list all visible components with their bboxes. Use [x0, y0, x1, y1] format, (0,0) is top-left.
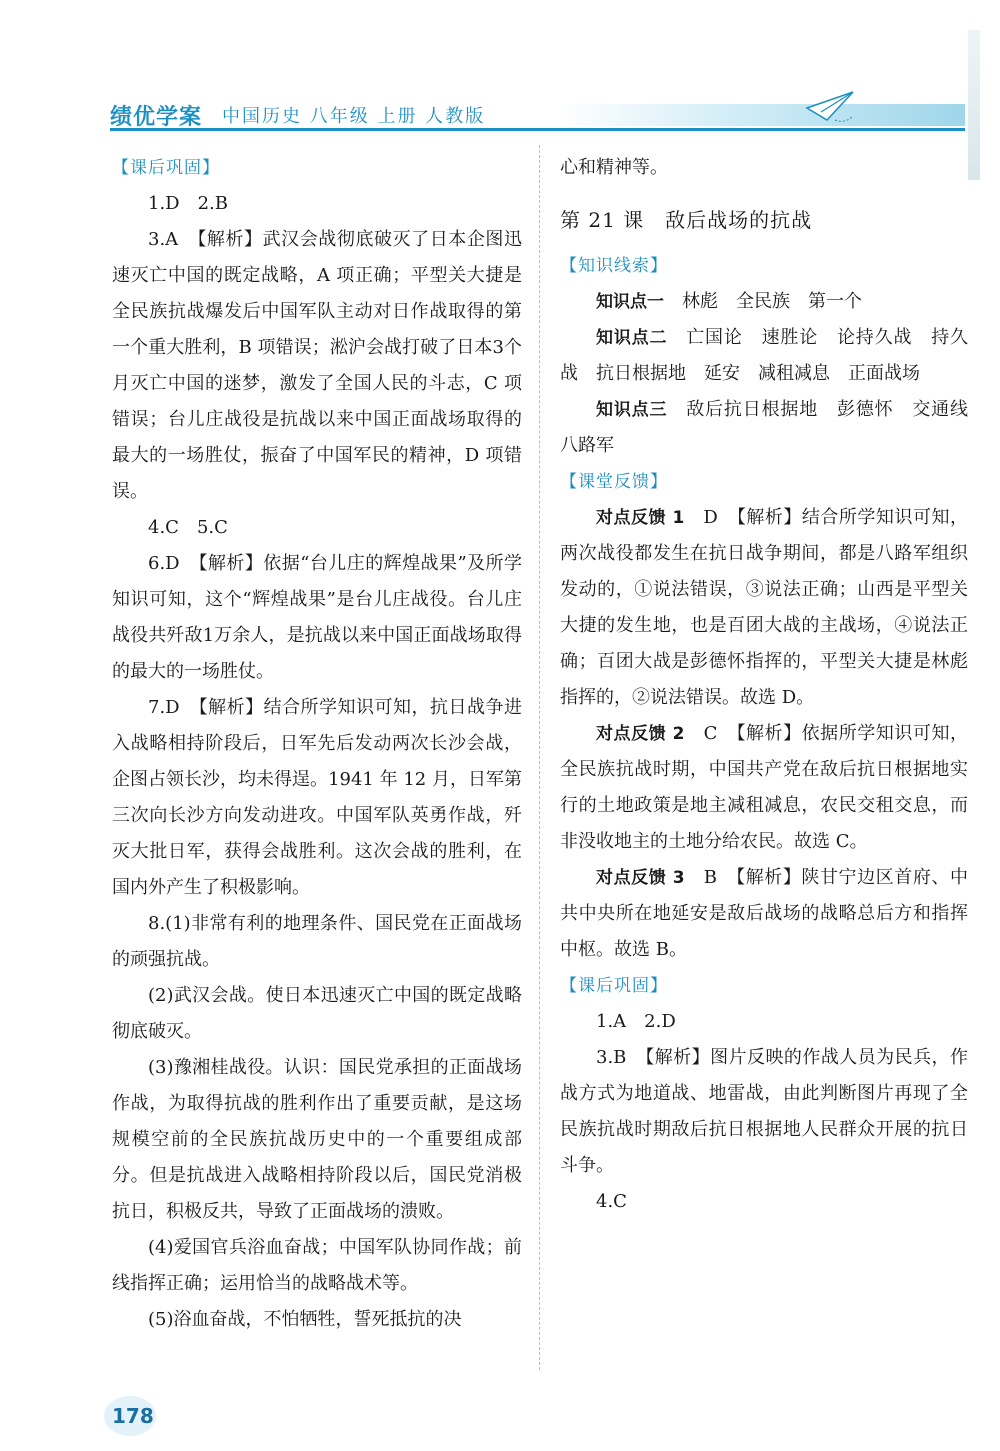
answer-paragraph: 4.C 5.C: [148, 517, 228, 538]
answer-paragraph: 3.A 【解析】武汉会战彻底破灭了日本企图迅速灭亡中国的既定战略，A 项正确；平型关大捷是全民族抗战爆发后中国军队主动对日作战取得的第一个重大胜利，B 项错误；淞沪会战打破了日本3个月灭亡中国的迷梦，激发了全国人民的斗志，C 项错误；台儿庄战役是抗战以来中国正面战场取得的最大的一场胜仗，振奋了中国军民的精神，D 项错误。: [112, 229, 522, 502]
section-heading: [560, 248, 968, 284]
knowledge-point-label: 知识点三: [596, 400, 668, 420]
knowledge-point-text: C 【解析】依据所学知识可知，全民族抗战时期，中国共产党在敌后抗日根据地实行的土地政策是地主减租减息，农民交租交息，而非没收地主的土地分给农民。故选 C。: [560, 723, 968, 852]
knowledge-point-label: 对点反馈 3: [596, 868, 685, 888]
page-edge-strip: [968, 30, 980, 180]
answer-paragraph: 心和精神等。: [560, 157, 668, 178]
page-number: 178: [112, 1404, 154, 1428]
answer-paragraph: 3.B 【解析】图片反映的作战人员为民兵，作战方式为地道战、地雷战，由此判断图片再现了全民族抗战时期敌后抗日根据地人民群众开展的抗日斗争。: [560, 1047, 968, 1176]
answer-paragraph: 6.D 【解析】依据“台儿庄的辉煌战果”及所学知识可知，这个“辉煌战果”是台儿庄战役。台儿庄战役共歼敌1万余人，是抗战以来中国正面战场取得的最大的一场胜仗。: [112, 553, 522, 682]
knowledge-point-label: 知识点一: [596, 292, 664, 312]
answer-paragraph: 4.C: [596, 1191, 627, 1212]
section-heading-label: 【课后巩固】: [560, 976, 668, 996]
page-header: [0, 90, 1000, 140]
answer-paragraph: (3)豫湘桂战役。认识：国民党承担的正面战场作战，为取得抗战的胜利作出了重要贡献，是这场规模空前的全民族抗战历史中的一个重要组成部分。但是抗战进入战略相持阶段以后，国民党消极抗日，积极反共，导致了正面战场的溃败。: [112, 1057, 522, 1222]
knowledge-point: [560, 860, 968, 968]
left-column: [112, 150, 522, 1338]
knowledge-point-text: B 【解析】陕甘宁边区首府、中共中央所在地延安是敌后战场的战略总后方和指挥中枢。故选 B。: [560, 867, 968, 960]
header-rule: [110, 128, 965, 131]
book-subtitle: 中国历史 八年级 上册 人教版: [222, 106, 486, 127]
section-heading: [560, 968, 968, 1004]
lesson-title: 第 21 课 敌后战场的抗战: [560, 208, 813, 232]
answer-paragraph: 7.D 【解析】结合所学知识可知，抗日战争进入战略相持阶段后，日军先后发动两次长沙会战，企图占领长沙，均未得逞。1941 年 12 月，日军第三次向长沙方向发动进攻。中国军队英勇作战，歼灭大批日军，获得会战胜利。这次会战的胜利，在国内外产生了积极影响。: [112, 697, 522, 898]
column-divider: [539, 145, 540, 1370]
brand-logo: 绩优学案: [110, 105, 203, 130]
answer-paragraph: (5)浴血奋战，不怕牺牲，誓死抵抗的决: [148, 1309, 462, 1330]
knowledge-point: [560, 716, 968, 860]
knowledge-point-text: 林彪 全民族 第一个: [664, 291, 862, 312]
knowledge-point: [560, 392, 987, 464]
right-column: [560, 150, 987, 1220]
answer-paragraph: (4)爱国官兵浴血奋战；中国军队协同作战；前线指挥正确；运用恰当的战略战术等。: [112, 1237, 522, 1294]
header-band: [560, 104, 965, 126]
knowledge-point-text: 敌后抗日根据地 彭德怀 交通线 八路军: [560, 399, 987, 456]
section-heading: [560, 464, 968, 500]
knowledge-point: [560, 320, 968, 392]
section-heading-label: 【课堂反馈】: [560, 472, 668, 492]
knowledge-point-text: D 【解析】结合所学知识可知，两次战役都发生在抗日战争期间，都是八路军组织发动的，①说法错误，③说法正确；山西是平型关大捷的发生地，也是百团大战的主战场，④说法正确；百团大战是彭德怀指挥的，平型关大捷是林彪指挥的，②说法错误。故选 D。: [560, 507, 968, 708]
knowledge-point-label: 知识点二: [596, 328, 668, 348]
section-heading-label: 【课后巩固】: [112, 158, 220, 178]
knowledge-point-label: 对点反馈 2: [596, 724, 685, 744]
knowledge-point: [560, 500, 968, 716]
answer-paragraph: 1.D 2.B: [148, 193, 229, 214]
paper-plane-icon: [805, 90, 855, 124]
answer-paragraph: 1.A 2.D: [596, 1011, 676, 1032]
knowledge-point-text: 亡国论 速胜论 论持久战 持久战 抗日根据地 延安 减租减息 正面战场: [560, 327, 969, 384]
knowledge-point-label: 对点反馈 1: [596, 508, 685, 528]
section-heading: [112, 150, 522, 186]
answer-paragraph: 8.(1)非常有利的地理条件、国民党在正面战场的顽强抗战。: [112, 913, 522, 970]
section-heading-label: 【知识线索】: [560, 256, 668, 276]
answer-paragraph: (2)武汉会战。使日本迅速灭亡中国的既定战略彻底破灭。: [112, 985, 522, 1042]
knowledge-point: [560, 284, 968, 320]
